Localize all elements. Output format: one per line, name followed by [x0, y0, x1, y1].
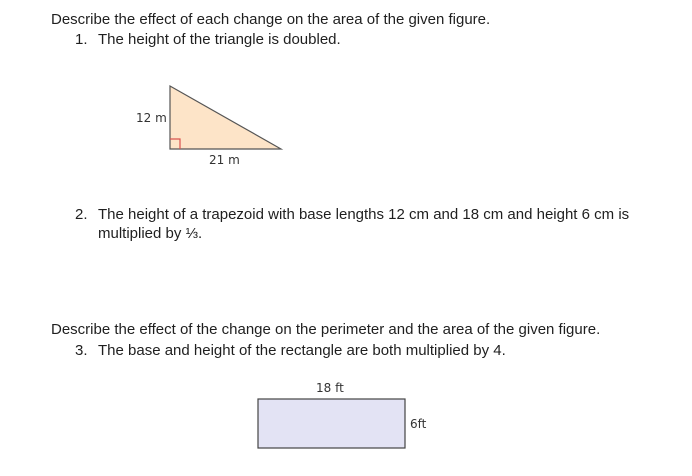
triangle-height-label: 12 m: [136, 111, 167, 125]
triangle-figure: [170, 86, 281, 149]
instruction-perimeter-area: Describe the effect of the change on the perimeter and the area of the given figure.: [51, 321, 601, 338]
item-text-1: The height of the triangle is doubled.: [98, 31, 341, 48]
item-text-2-line1: The height of a trapezoid with base lengths 12 cm and 18 cm and height 6 cm is: [98, 206, 630, 223]
triangle-base-label: 21 m: [209, 153, 240, 167]
item-text-2-line2: multiplied by ⅓.: [98, 225, 203, 242]
item-number-3: 3.: [75, 342, 88, 359]
rectangle-width-label: 18 ft: [316, 381, 344, 395]
rectangle-figure: [258, 399, 405, 448]
item-text-3: The base and height of the rectangle are both multiplied by 4.: [98, 342, 506, 359]
rectangle-height-label: 6ft: [410, 417, 427, 431]
item-number-2: 2.: [75, 206, 88, 223]
item-number-1: 1.: [75, 31, 88, 48]
instruction-area: Describe the effect of each change on the area of the given figure.: [51, 11, 491, 28]
